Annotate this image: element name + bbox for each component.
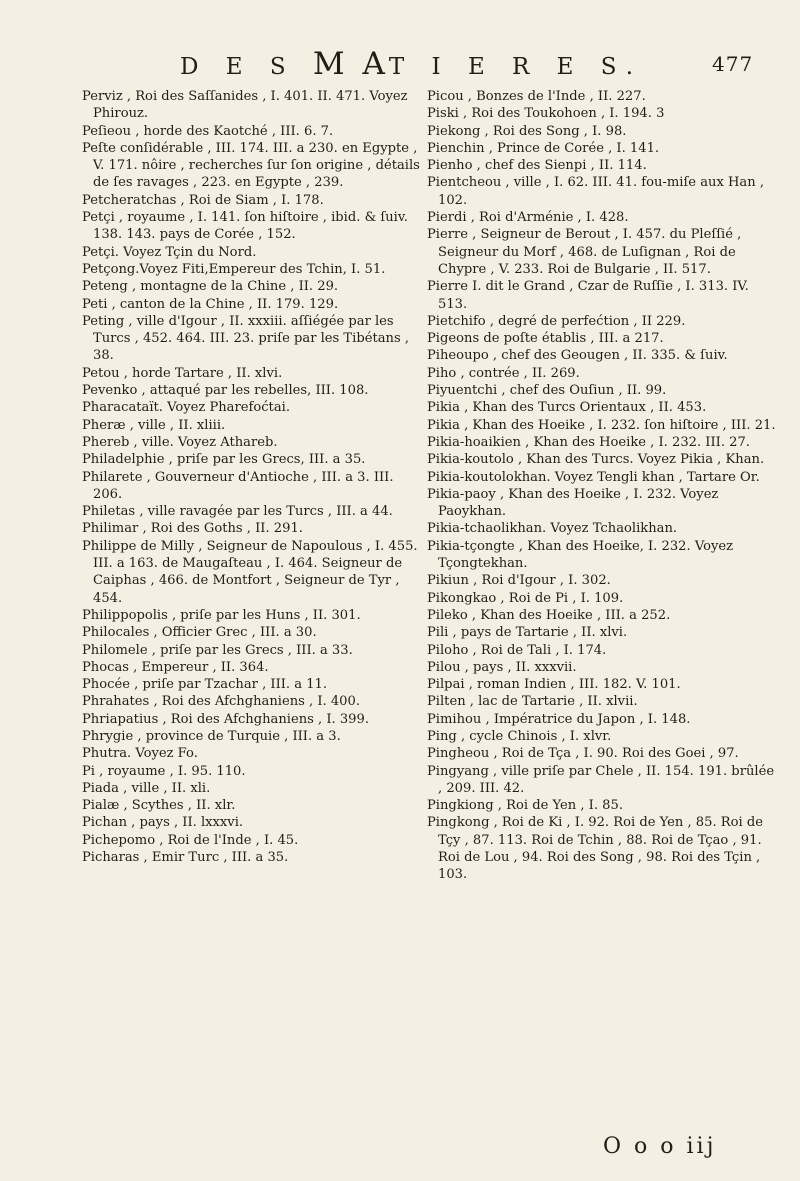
index-entry: Piheoupo , chef des Geougen , II. 335. & ſuiv. [427, 348, 728, 364]
index-entry: Phutra. Voyez Fo. [82, 746, 198, 762]
index-entry: Pietchifo , degré de perfećtion , II 229. [427, 313, 686, 329]
index-entry: Petçi. Voyez Tçin du Nord. [82, 244, 257, 260]
index-entry: Perviz , Roi des Saſſanides , I. 401. II. 471. Voyez Phirouz. [82, 89, 408, 122]
index-entry: Pialæ , Scythes , II. xlr. [82, 798, 236, 814]
index-entry: Pienho , chef des Sienpi , II. 114. [427, 158, 647, 174]
index-entry: Pevenko , attaqué par les rebelles, III. 108. [82, 383, 369, 399]
index-entry: Pingheou , Roi de Tça , I. 90. Roi des Goei , 97. [427, 746, 739, 762]
index-entry: Philarete , Gouverneur d'Antioche , III. a 3. III. 206. [82, 469, 394, 502]
index-entry: Piski , Roi des Toukohoen , I. 194. 3 [427, 106, 665, 122]
index-entry: Piada , ville , II. xli. [82, 780, 211, 796]
index-entry: Pikia-paoy , Khan des Hoeike , I. 232. Voyez Paoykhan. [427, 486, 719, 520]
index-entry: Pikia , Khan des Hoeike , I. 232. ſon hiſtoire , III. 21. [427, 417, 776, 433]
signature-mark: O o o iij [603, 1134, 717, 1159]
index-entry: Picou , Bonzes de l'Inde , II. 227. [427, 89, 646, 104]
index-entry: Philomele , priſe par les Grecs , III. a 33. [82, 642, 353, 658]
index-entry: Piyuentchi , chef des Ouſiun , II. 99. [427, 383, 667, 399]
index-entry: Pingkiong , Roi de Yen , I. 85. [427, 798, 623, 814]
index-entry: Pili , pays de Tartarie , II. xlvi. [427, 625, 628, 641]
index-entry: Philocales , Officier Grec , III. a 30. [82, 625, 317, 641]
index-entry: Pileko , Khan des Hoeike , III. a 252. [427, 607, 671, 623]
index-entry: Pikia-hoaikien , Khan des Hoeike , I. 232. III. 27. [427, 434, 750, 450]
index-entry: Phriapatius , Roi des Afchghaniens , I. 399. [82, 711, 369, 727]
index-entry: Pikiun , Roi d'Igour , I. 302. [427, 573, 611, 589]
running-head-left: D E S [180, 54, 296, 80]
index-entry: Pienchin , Prince de Corée , I. 141. [427, 140, 660, 156]
index-entry: Phocée , priſe par Tzachar , III. a 11. [82, 677, 328, 693]
index-column-left [82, 88, 422, 866]
index-entry: Philetas , ville ravagée par les Turcs , III. a 44. [82, 504, 393, 520]
index-entry: Philippe de Milly , Seigneur de Napoulous , I. 455. III. a 163. de Maugaſteau , I. 464. Seigneur de Caiphas , 466. de Montfort , Seigneur de Tyr , 454. [82, 538, 418, 606]
index-entry: Phrygie , province de Turquie , III. a 3. [82, 728, 341, 744]
index-entry: Pientcheou , ville , I. 62. III. 41. fou-miſe aux Han , 102. [427, 175, 764, 208]
index-entry: Peting , ville d'Igour , II. xxxiii. aſſiégée par les Turcs , 452. 464. III. 23. priſe par les Tibétans , 38. [82, 313, 410, 364]
index-entry: Pheræ , ville , II. xliii. [82, 417, 226, 433]
index-entry: Piho , contrée , II. 269. [427, 365, 580, 381]
index-entry: Piekong , Roi des Song , I. 98. [427, 123, 627, 139]
index-entry: Phereb , ville. Voyez Athareb. [82, 434, 278, 450]
index-entry: Ping , cycle Chinois , I. xlvr. [427, 728, 612, 744]
running-head-right: T I E R E S. [388, 54, 644, 80]
index-entry: Pilpai , roman Indien , III. 182. V. 101. [427, 677, 681, 693]
index-entry: Pharacataït. Voyez Pharefoćtai. [82, 400, 290, 416]
index-entry: Pichan , pays , II. lxxxvi. [82, 815, 244, 831]
index-entry: Pingkong , Roi de Ki , I. 92. Roi de Yen , 85. Roi de Tçy , 87. 113. Roi de Tchin , 88. Roi de Tçao , 91. Roi de Lou , 94. Roi des Song , 98. Roi des Tçin , 103. [427, 815, 764, 883]
index-entry: Peſieou , horde des Kaotché , III. 6. 7. [82, 123, 334, 139]
index-entry: Pierre I. dit le Grand , Czar de Ruſſie , I. 313. IV. 513. [427, 279, 749, 312]
running-head [180, 46, 700, 82]
index-entry: Pierre , Seigneur de Berout , I. 457. du Pleſſié , Seigneur du Morf , 468. de Luſignan , Roi de Chypre , V. 233. Roi de Bulgarie , II. 517. [427, 227, 742, 277]
index-column-right [427, 88, 779, 884]
index-entry: Phocas , Empereur , II. 364. [82, 659, 269, 675]
index-entry: Petcheratchas , Roi de Siam , I. 178. [82, 192, 324, 208]
index-entry: Philippopolis , priſe par les Huns , II. 301. [82, 607, 361, 623]
index-entry: Pigeons de poſte établis , III. a 217. [427, 331, 664, 347]
index-entry: Peſte conſidérable , III. 174. III. a 230. en Egypte , V. 171. nôire , recherches ſur ſon origine , détails de ſes ravages , 223. en Egypte , 239. [82, 140, 420, 191]
index-entry: Petçi , royaume , I. 141. ſon hiſtoire , ibid. & ſuiv. 138. 143. pays de Corée , 152. [82, 210, 408, 243]
index-entry: Pierdi , Roi d'Arménie , I. 428. [427, 210, 629, 226]
index-entry: Pichepomo , Roi de l'Inde , I. 45. [82, 832, 299, 848]
page-number: 477 [712, 52, 754, 76]
index-entry: Philimar , Roi des Goths , II. 291. [82, 521, 303, 537]
running-head-big: M A [312, 46, 389, 82]
index-entry: Pimihou , Impératrice du Japon , I. 148. [427, 711, 691, 727]
index-entry: Pikia-koutolo , Khan des Turcs. Voyez Pikia , Khan. [427, 452, 765, 468]
index-entry: Piloho , Roi de Tali , I. 174. [427, 642, 607, 658]
index-entry: Pikia , Khan des Turcs Orientaux , II. 453. [427, 400, 707, 416]
index-entry: Peti , canton de la Chine , II. 179. 129. [82, 296, 339, 312]
index-entry: Philadelphie , priſe par les Grecs, III. a 35. [82, 452, 366, 468]
index-entry: Pikia-tçongte , Khan des Hoeike, I. 232. Voyez Tçongtekhan. [427, 538, 734, 572]
index-entry: Pilten , lac de Tartarie , II. xlvii. [427, 694, 638, 710]
index-entry: Picharas , Emir Turc , III. a 35. [82, 850, 289, 866]
index-entry: Petou , horde Tartare , II. xlvi. [82, 365, 283, 381]
index-entry: Pi , royaume , I. 95. 110. [82, 763, 246, 779]
index-entry: Pikongkao , Roi de Pi , I. 109. [427, 590, 624, 606]
index-entry: Peteng , montagne de la Chine , II. 29. [82, 279, 339, 295]
index-entry: Pingyang , ville priſe par Chele , II. 154. 191. brûlée , 209. III. 42. [427, 763, 775, 796]
index-entry: Pikia-koutolokhan. Voyez Tengli khan , Tartare Or. [427, 469, 760, 485]
index-entry: Petçong.Voyez Fiti,Empereur des Tchin, I. 51. [82, 261, 386, 277]
index-entry: Pikia-tchaolikhan. Voyez Tchaolikhan. [427, 521, 678, 537]
index-entry: Phrahates , Roi des Afchghaniens , I. 400. [82, 694, 360, 710]
index-entry: Pilou , pays , II. xxxvii. [427, 659, 577, 675]
